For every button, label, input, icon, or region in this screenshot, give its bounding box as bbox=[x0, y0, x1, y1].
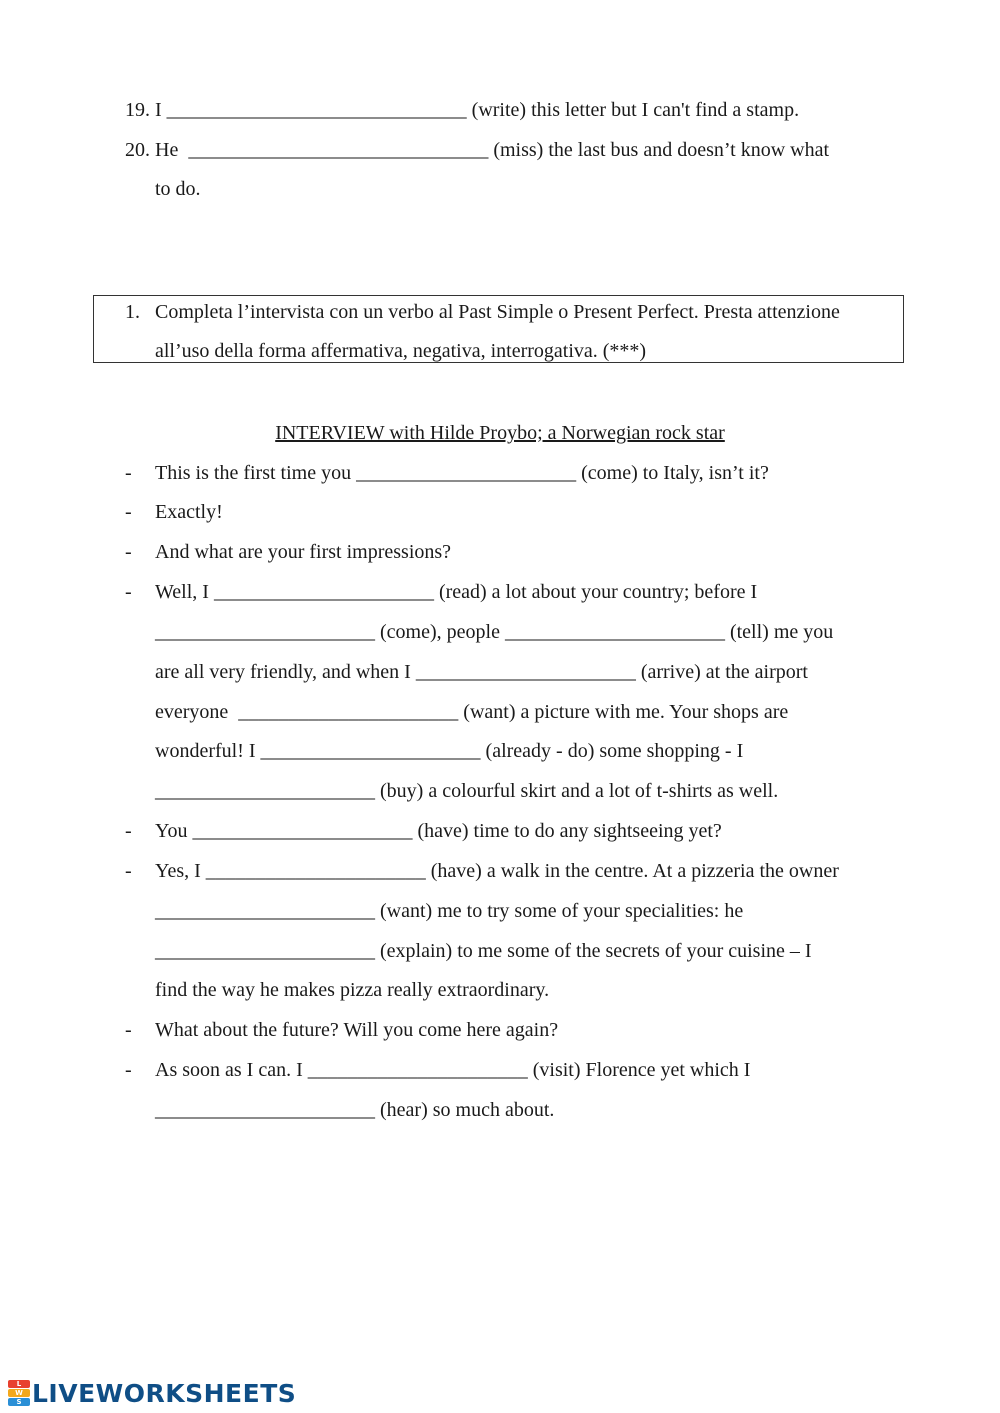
answer-blank[interactable]: ______________________ bbox=[155, 621, 375, 643]
logo-letter: L bbox=[8, 1380, 30, 1388]
sentence: He ______________________________ (miss) the last bus and doesn’t know what bbox=[155, 139, 830, 161]
logo-letter: S bbox=[8, 1398, 30, 1406]
sentence: I ______________________________ (write) this letter but I can't find a stamp. bbox=[155, 99, 800, 121]
dialogue-line: ______________________ (explain) to me some of the secrets of your cuisine – I bbox=[155, 940, 812, 962]
dialogue-line: Exactly! bbox=[155, 501, 223, 523]
logo-letter: W bbox=[8, 1389, 30, 1397]
dialogue-dash: - bbox=[125, 581, 132, 603]
instruction-line: Completa l’intervista con un verbo al Past Simple o Present Perfect. Presta attenzione bbox=[155, 301, 840, 323]
dialogue-dash: - bbox=[125, 501, 132, 523]
answer-blank[interactable]: ______________________ bbox=[155, 900, 375, 922]
dialogue-line: As soon as I can. I ______________________ (visit) Florence yet which I bbox=[155, 1059, 751, 1081]
logo-mark-icon bbox=[8, 1379, 30, 1407]
dialogue-dash: - bbox=[125, 820, 132, 842]
dialogue-line: Yes, I ______________________ (have) a walk in the centre. At a pizzeria the owner bbox=[155, 860, 839, 882]
sentence-continuation: to do. bbox=[155, 178, 201, 200]
item-number: 20. bbox=[125, 139, 150, 161]
answer-blank[interactable]: ______________________ bbox=[213, 581, 434, 603]
dialogue-dash: - bbox=[125, 1059, 132, 1081]
answer-blank[interactable]: ______________________________ bbox=[188, 139, 489, 161]
dialogue-line: Well, I ______________________ (read) a lot about your country; before I bbox=[155, 581, 758, 603]
dialogue-line: find the way he makes pizza really extraordinary. bbox=[155, 979, 550, 1001]
answer-blank[interactable]: ______________________ bbox=[192, 820, 413, 842]
interview-title: INTERVIEW with Hilde Proybo; a Norwegian rock star bbox=[275, 422, 725, 444]
answer-blank[interactable]: ______________________ bbox=[155, 1099, 375, 1121]
brand-name: LIVEWORKSHEETS bbox=[32, 1378, 297, 1408]
dialogue-line: You ______________________ (have) time to do any sightseeing yet? bbox=[155, 820, 722, 842]
dialogue-line: everyone ______________________ (want) a picture with me. Your shops are bbox=[155, 701, 789, 723]
dialogue-dash: - bbox=[125, 1019, 132, 1041]
liveworksheets-logo[interactable] bbox=[8, 1378, 296, 1408]
answer-blank[interactable]: ______________________ bbox=[307, 1059, 528, 1081]
dialogue-line: And what are your first impressions? bbox=[155, 541, 452, 563]
dialogue-line: ______________________ (come), people ______________________ (tell) me you bbox=[155, 621, 834, 643]
dialogue-line: What about the future? Will you come here again? bbox=[155, 1019, 559, 1041]
answer-blank[interactable]: ______________________ bbox=[238, 701, 459, 723]
answer-blank[interactable]: ______________________ bbox=[415, 661, 636, 683]
exercise-number: 1. bbox=[125, 301, 140, 323]
dialogue-dash: - bbox=[125, 541, 132, 563]
answer-blank[interactable]: ______________________ bbox=[205, 860, 426, 882]
answer-blank[interactable]: ______________________ bbox=[356, 462, 577, 484]
dialogue-line: ______________________ (want) me to try some of your specialities: he bbox=[155, 900, 744, 922]
dialogue-dash: - bbox=[125, 462, 132, 484]
dialogue-line: wonderful! I ______________________ (already - do) some shopping - I bbox=[155, 740, 744, 762]
answer-blank[interactable]: ______________________ bbox=[155, 780, 375, 802]
dialogue-line: are all very friendly, and when I ______________________ (arrive) at the airport bbox=[155, 661, 808, 683]
dialogue-line: ______________________ (hear) so much about. bbox=[155, 1099, 555, 1121]
answer-blank[interactable]: ______________________ bbox=[155, 940, 375, 962]
dialogue-dash: - bbox=[125, 860, 132, 882]
answer-blank[interactable]: ______________________________ bbox=[166, 99, 467, 121]
dialogue-line: ______________________ (buy) a colourful skirt and a lot of t-shirts as well. bbox=[155, 780, 779, 802]
dialogue-line: This is the first time you ______________________ (come) to Italy, isn’t it? bbox=[155, 462, 769, 484]
answer-blank[interactable]: ______________________ bbox=[504, 621, 725, 643]
item-number: 19. bbox=[125, 99, 150, 121]
answer-blank[interactable]: ______________________ bbox=[260, 740, 481, 762]
instruction-line: all’uso della forma affermativa, negativa, interrogativa. (***) bbox=[155, 340, 647, 362]
